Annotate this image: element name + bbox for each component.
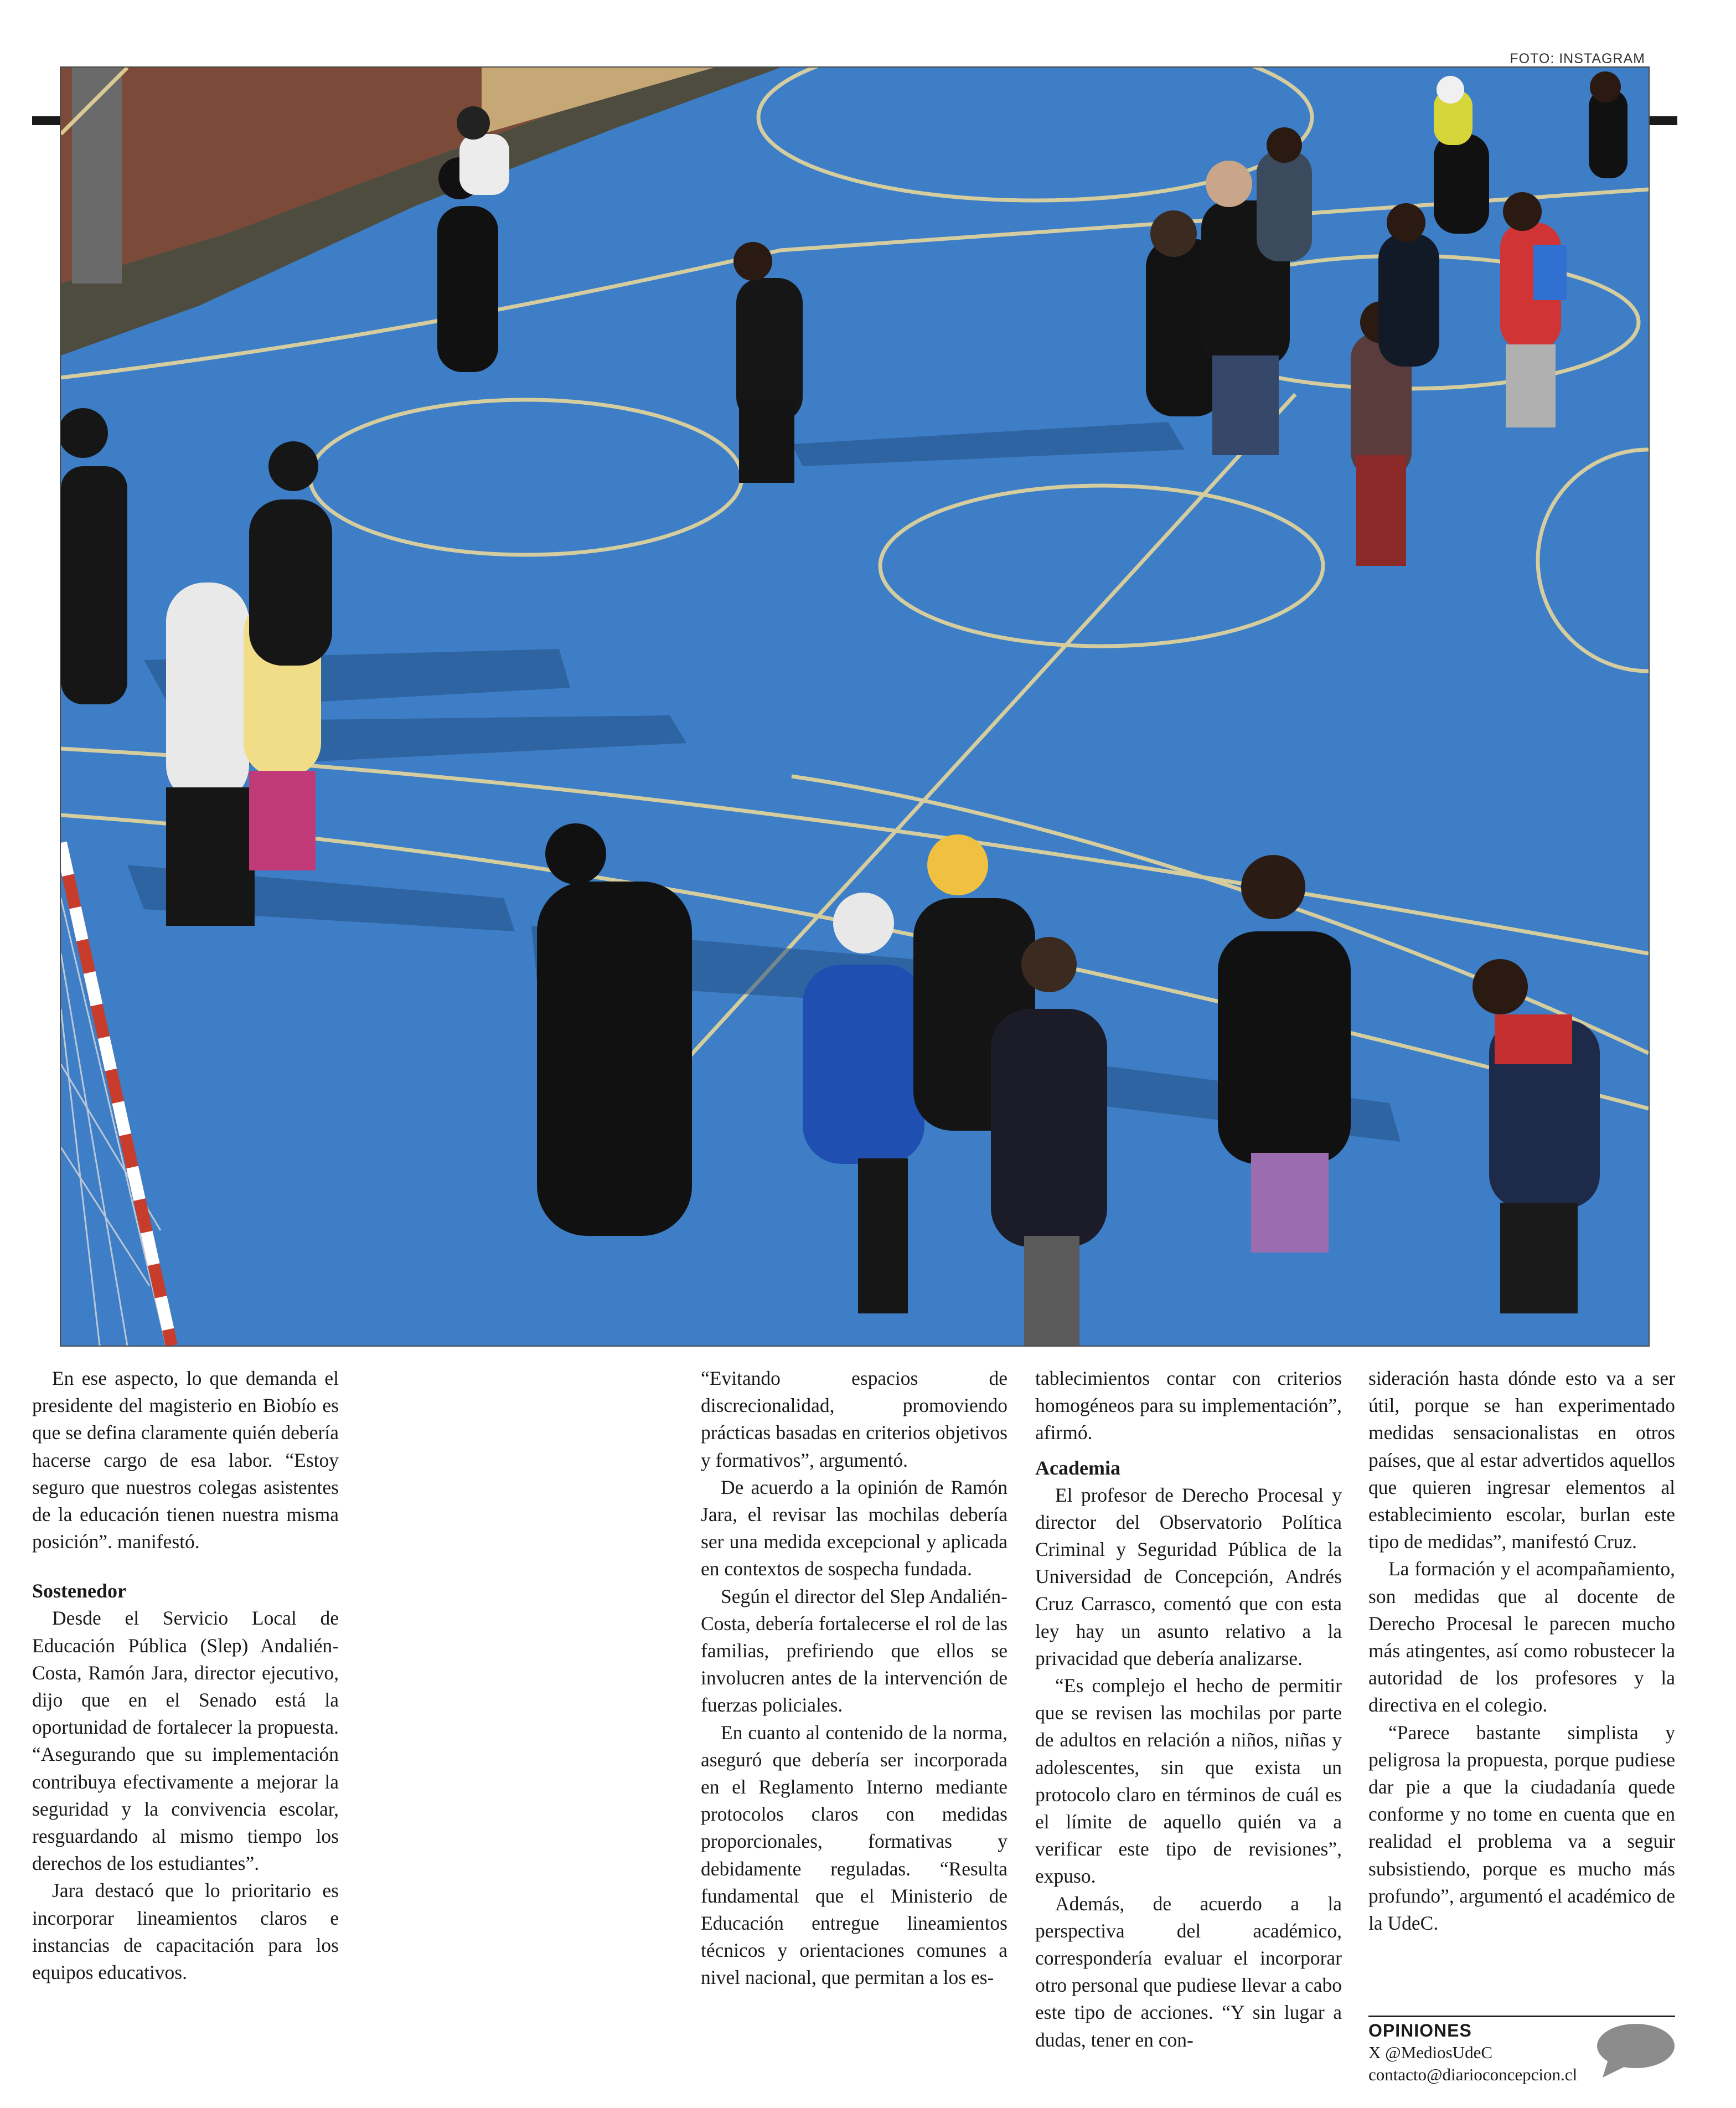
c4-paragraph-3: “Parece bastante simplista y peligrosa la propuesta, porque pudiese dar pie a que la ciudadanía quede conforme y no tome en cuenta que en realidad el problema va a seguir subsistiendo, porque es mucho más profundo”, argumentó el académico de la UdeC. bbox=[1368, 1721, 1675, 1935]
c2-paragraph-2: De acuerdo a la opinión de Ramón Jara, el revisar las mochilas debería ser una medida excepcional y aplicada en contextos de sospecha fundada. bbox=[701, 1476, 1008, 1580]
c3-paragraph-1: tablecimientos contar con criterios homogéneos para su implementación”, afirmó. bbox=[1035, 1367, 1342, 1444]
top-rule-right bbox=[1647, 116, 1677, 125]
column-1 bbox=[32, 1365, 339, 1986]
c1-paragraph-3: Jara destacó que lo prioritario es incorporar lineamientos claros e instancias de capacitación para los equipos educativos. bbox=[32, 1879, 339, 1984]
c1-paragraph-2: Desde el Servicio Local de Educación Pública (Slep) Andalién-Costa, Ramón Jara, director ejecutivo, dijo que en el Senado está la oportunidad de fortalecer la propuesta. “Asegurando que su implementación contribuya efectivamente a mejorar la seguridad y la convivencia escolar, resguardando al mismo tiempo los derechos de los estudiantes”. bbox=[32, 1607, 339, 1875]
photo-credit: FOTO: INSTAGRAM bbox=[1510, 51, 1645, 66]
c3-paragraph-3: “Es complejo el hecho de permitir que se revisen las mochilas por parte de adultos en relación a niños, niñas y adolescentes, sin que exista un protocolo claro en términos de cuál es el límite de aquello quién va a verificar este tipo de revisiones”, expuso. bbox=[1035, 1674, 1342, 1888]
social-handle[interactable]: X @MediosUdeC bbox=[1368, 2043, 1493, 2062]
subhead-academia: Academia bbox=[1035, 1456, 1120, 1479]
column-2 bbox=[701, 1365, 1008, 1992]
c2-paragraph-1: “Evitando espacios de discrecionalidad, promoviendo prácticas basadas en criterios objetivos y formativos”, argumentó. bbox=[701, 1367, 1008, 1471]
opinions-heading: OPINIONES bbox=[1368, 2021, 1472, 2040]
c4-paragraph-2: La formación y el acompañamiento, son medidas que al docente de Derecho Procesal le parecen mucho más atingentes, así como robustecer la autoridad de los profesores y la directiva en el colegio. bbox=[1368, 1558, 1675, 1717]
c3-paragraph-2: El profesor de Derecho Procesal y director del Observatorio Política Criminal y Seguridad Pública de la Universidad de Concepción, Andrés Cruz Carrasco, comentó que con esta ley hay un asunto relativo a la privacidad que debería analizarse. bbox=[1035, 1483, 1342, 1669]
top-rule-left bbox=[32, 116, 60, 125]
c2-paragraph-3: Según el director del Slep Andalién-Costa, debería fortalecerse el rol de las familias, prefiriendo que ellos se involucren antes de la intervención de fuerzas policiales. bbox=[701, 1585, 1008, 1717]
column-4 bbox=[1368, 1365, 1675, 1937]
c4-paragraph-1: sideración hasta dónde esto va a ser útil, porque se han experimentado medidas sensacionalistas en otros países, que al estar advertidos aquellos que quieren ingresar elementos al establecimiento escolar, burlan este tipo de medidas”, manifestó Cruz. bbox=[1368, 1367, 1675, 1553]
column-3 bbox=[1035, 1365, 1342, 2054]
c2-paragraph-4: En cuanto al contenido de la norma, aseguró que debería ser incorporada en el Reglamento Interno mediante protocolos claros con medidas proporcionales, formativas y debidamente reguladas. “Resulta fundamental que el Ministerio de Educación entregue lineamientos técnicos y orientaciones comunes a nivel nacional, que permitan a los es- bbox=[701, 1721, 1008, 1989]
c1-paragraph-1: En ese aspecto, lo que demanda el presidente del magisterio en Biobío es que se defina claramente quién debería hacerse cargo de esa labor. “Estoy seguro que nuestros colegas asistentes de la educación tienen nuestra misma posición”. manifestó. bbox=[32, 1367, 339, 1553]
contact-email[interactable]: contacto@diarioconcepcion.cl bbox=[1368, 2065, 1578, 2084]
subhead-sostenedor: Sostenedor bbox=[32, 1580, 126, 1602]
schoolyard-illustration bbox=[61, 68, 1649, 1346]
c3-paragraph-4: Además, de acuerdo a la perspectiva del académico, correspondería evaluar el incorporar otro personal que pudiese llevar a cabo este tipo de acciones. “Y sin lugar a dudas, tener en con- bbox=[1035, 1892, 1342, 2051]
main-photo bbox=[60, 66, 1650, 1347]
speech-bubble-icon bbox=[1594, 2021, 1677, 2079]
